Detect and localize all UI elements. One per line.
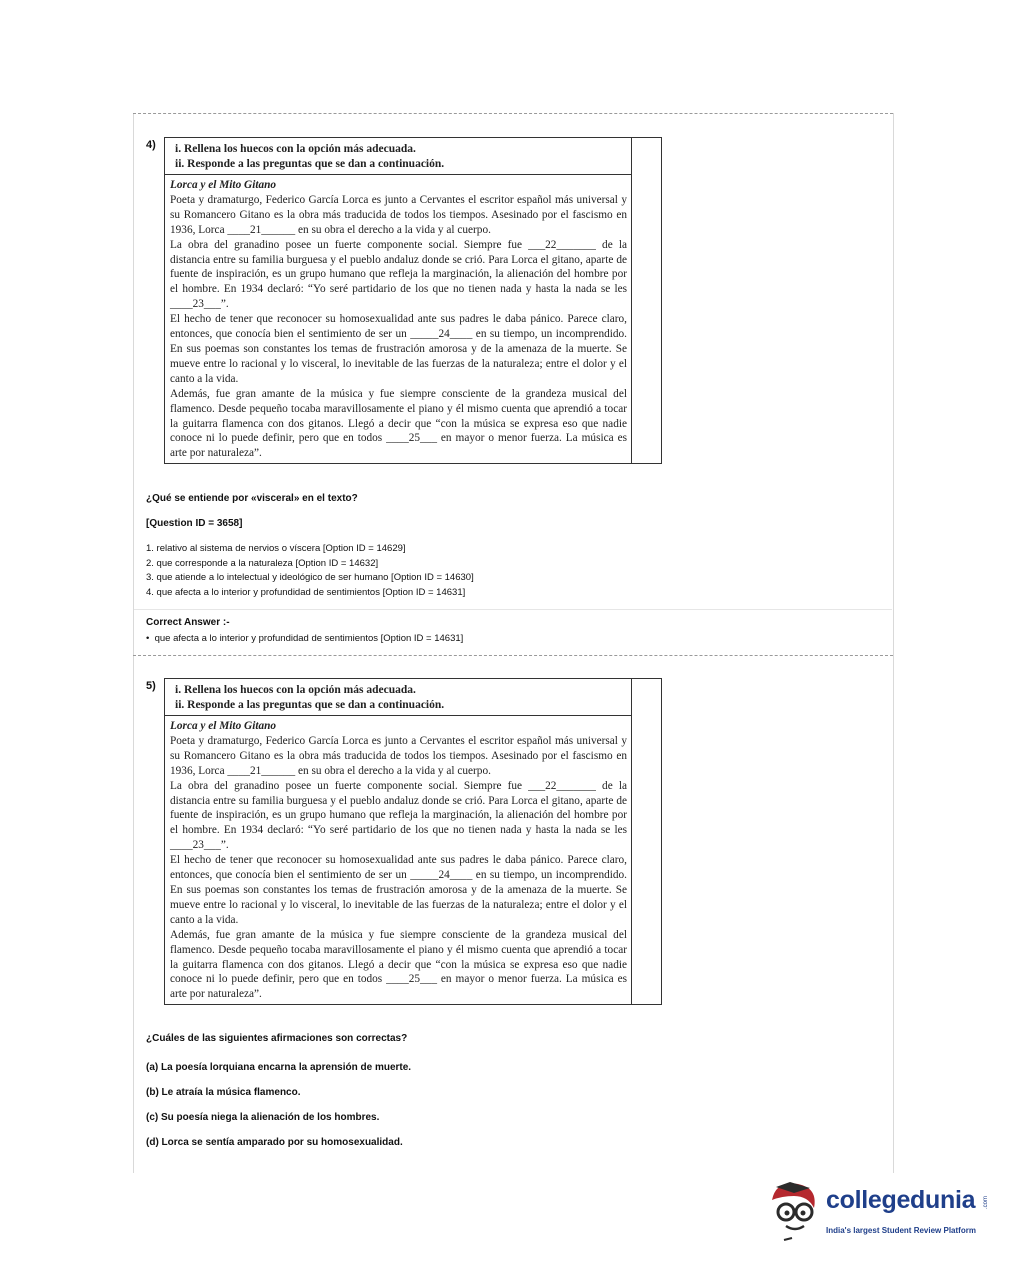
passage-paragraph: Además, fue gran amante de la música y fue siempre consciente de la grandeza musical del flamenco. Desde pequeño tocaba maravillosamente el piano y él mismo cuenta que aprendió a tocar la guitarra flamenca con dos gitanos. Llegó a decir que “con la música se expresa eso que nadie conoce ni lo puede definir, pero que en todos ____25___ en mayor o menor fuerza. La música es arte por naturaleza”. [170, 387, 627, 460]
question-text: ¿Qué se entiende por «visceral» en el texto? [146, 493, 358, 504]
divider-middle [133, 655, 893, 656]
question-text: ¿Cuáles de las siguientes afirmaciones son correctas? [146, 1033, 408, 1044]
correct-answer-text: que afecta a lo interior y profundidad de sentimientos [Option ID = 14631] [154, 633, 464, 644]
option-item: 2. que corresponde a la naturaleza [Option ID = 14632] [146, 557, 379, 569]
options-list [146, 542, 474, 601]
passage-paragraph: La obra del granadino posee un fuerte componente social. Siempre fue ___22_______ de la distancia entre su familia burguesa y el pueblo andaluz donde se crió. Para Lorca el gitano, aparte de fuente de inspiración, es un grupo humano que refleja la marginación, la alienación del hombre por el hombre. En 1934 declaró: “Yo seré partidario de los que no tienen nada y hasta la nada se les ____23___”. [170, 779, 627, 852]
option-item: 4. que afecta a lo interior y profundidad de sentimientos [Option ID = 14631] [146, 587, 466, 599]
question-id: [Question ID = 3658] [146, 518, 243, 529]
instruction-2: ii. Responde a las preguntas que se dan a continuación. [175, 699, 445, 711]
passage-paragraph: La obra del granadino posee un fuerte componente social. Siempre fue ___22_______ de la distancia entre su familia burguesa y el pueblo andaluz donde se crió. Para Lorca el gitano, aparte de fuente de inspiración, es un grupo humano que refleja la marginación, la alienación del hombre por el hombre. En 1934 declaró: “Yo seré partidario de los que no tienen nada y hasta la nada se les ____23___”. [170, 238, 627, 311]
statement-d: (d) Lorca se sentía amparado por su homosexualidad. [146, 1137, 403, 1148]
passage-paragraph: El hecho de tener que reconocer su homosexualidad ante sus padres le daba pánico. Parece claro, entonces, que conocía bien el sentimiento de ser un _____24____ en su tiempo, un incomprendido. En sus poemas son constantes los temas de frustración amorosa y de la amenaza de la muerte. Se mueve entre lo racional y lo visceral, lo inevitable de las fuerzas de la naturaleza; entre el dolor y el canto a la vida. [170, 854, 627, 926]
passage-box [164, 137, 662, 464]
passage-paragraph: Poeta y dramaturgo, Federico García Lorca es junto a Cervantes el escritor español más universal y su Romancero Gitano es la obra más traducida de todos los tiempos. Asesinado por el fascismo en 1936, Lorca ____21______ en su obra el derecho a la vida y al cuerpo. [170, 734, 627, 777]
bullet-icon: • [146, 633, 155, 644]
passage-title: Lorca y el Mito Gitano [170, 720, 277, 732]
passage-side-column [631, 138, 632, 463]
passage-title: Lorca y el Mito Gitano [170, 179, 277, 191]
collegedunia-logo[interactable] [762, 1178, 1002, 1248]
passage-paragraph: El hecho de tener que reconocer su homosexualidad ante sus padres le daba pánico. Parece claro, entonces, que conocía bien el sentimiento de ser un _____24____ en su tiempo, un incomprendido. En sus poemas son constantes los temas de frustración amorosa y de la amenaza de la muerte. Se mueve entre lo racional y lo visceral, lo inevitable de las fuerzas de la naturaleza; entre el dolor y el canto a la vida. [170, 313, 627, 385]
passage-body [165, 716, 631, 1004]
divider-top [133, 113, 893, 114]
option-item: 3. que atiende a lo intelectual y ideológico de ser humano [Option ID = 14630] [146, 572, 474, 584]
option-item: 1. relativo al sistema de nervios o víscera [Option ID = 14629] [146, 543, 406, 554]
correct-answer [146, 633, 463, 644]
answer-separator [134, 609, 892, 610]
correct-answer-label: Correct Answer :- [146, 617, 230, 628]
passage-paragraph: Además, fue gran amante de la música y fue siempre consciente de la grandeza musical del flamenco. Desde pequeño tocaba maravillosamente el piano y él mismo cuenta que aprendió a tocar la guitarra flamenca con dos gitanos. Llegó a decir que “con la música se expresa eso que nadie conoce ni lo puede definir, pero que en todos ____25___ en mayor o menor fuerza. La música es arte por naturaleza”. [170, 928, 627, 1001]
statement-b: (b) Le atraía la música flamenco. [146, 1087, 301, 1098]
instruction-1: i. Rellena los huecos con la opción más adecuada. [175, 684, 416, 696]
instruction-1: i. Rellena los huecos con la opción más adecuada. [175, 143, 416, 155]
mascot-icon [764, 1178, 824, 1248]
question-number: 5) [146, 680, 156, 692]
logo-tagline: India's largest Student Review Platform [826, 1226, 976, 1235]
question-number: 4) [146, 139, 156, 151]
passage-box [164, 678, 662, 1005]
logo-brand: collegedunia [826, 1186, 976, 1214]
statement-a: (a) La poesía lorquiana encarna la aprensión de muerte. [146, 1062, 412, 1073]
passage-body [165, 175, 631, 463]
passage-instructions [165, 679, 631, 716]
passage-paragraph: Poeta y dramaturgo, Federico García Lorca es junto a Cervantes el escritor español más universal y su Romancero Gitano es la obra más traducida de todos los tiempos. Asesinado por el fascismo en 1936, Lorca ____21______ en su obra el derecho a la vida y al cuerpo. [170, 193, 627, 236]
passage-side-column [631, 679, 632, 1004]
passage-instructions [165, 138, 631, 175]
logo-suffix: .com [983, 1196, 989, 1210]
instruction-2: ii. Responde a las preguntas que se dan a continuación. [175, 158, 445, 170]
statement-c: (c) Su poesía niega la alienación de los hombres. [146, 1112, 380, 1123]
